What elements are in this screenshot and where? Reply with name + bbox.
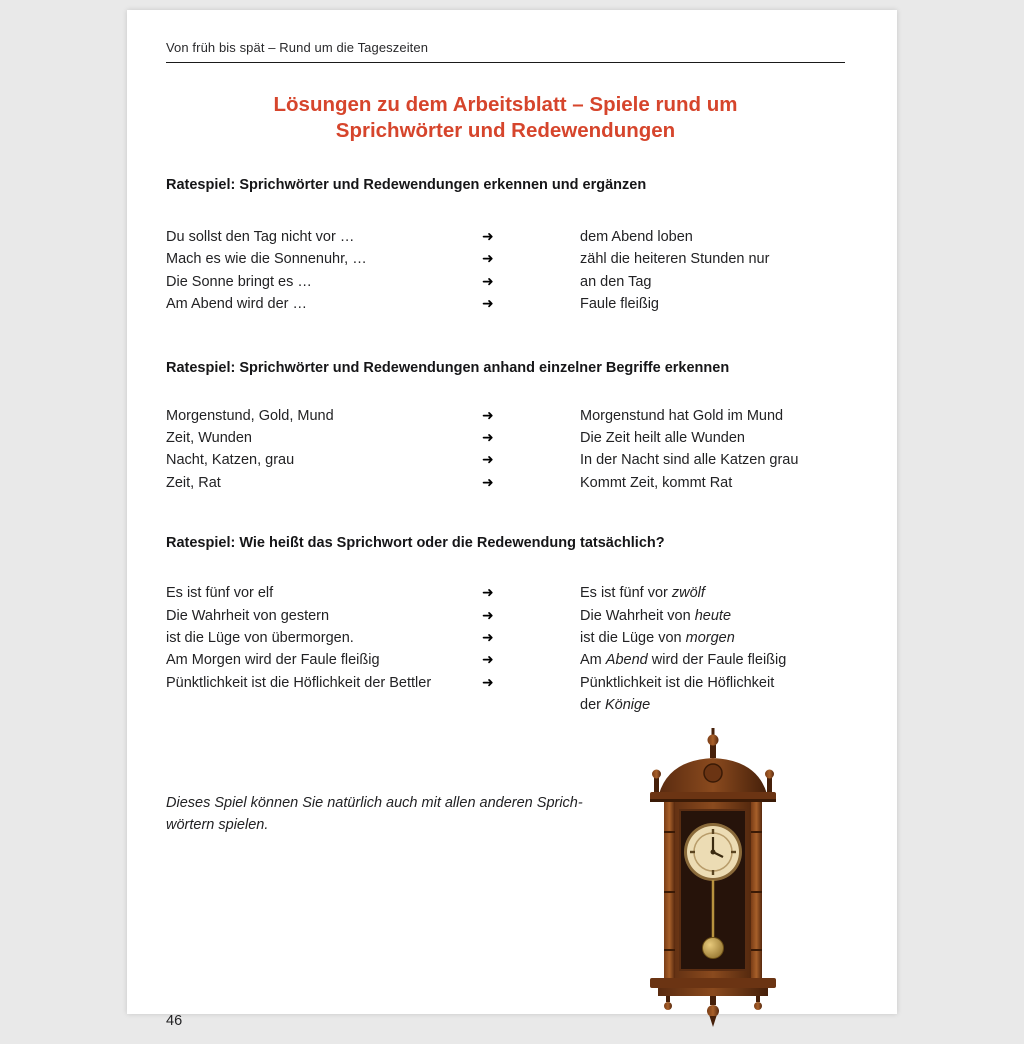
arrow-right-icon: ➜ [482,585,494,602]
section-heading: Ratespiel: Sprichwörter und Redewendungen erkennen und ergänzen [166,177,647,193]
page-number: 46 [166,1013,183,1029]
proverb-right: Die Wahrheit von heute [580,607,732,624]
page-content [127,40,897,1044]
proverb-left: Zeit, Rat [166,474,221,491]
document-page [127,10,897,1029]
arrow-right-icon: ➜ [482,652,494,669]
table-row [166,605,845,627]
table-row [166,293,845,315]
page-title-line2: Sprichwörter und Redewendungen [335,119,676,142]
proverb-right: Die Zeit heilt alle Wunden [580,430,745,447]
table-row [166,649,845,671]
proverb-right: Morgenstund hat Gold im Mund [580,407,784,424]
proverb-right: an den Tag [580,273,652,290]
proverb-left: Pünktlichkeit ist die Höflichkeit der Bettler [166,674,432,691]
proverb-left: Am Abend wird der … [166,296,308,313]
proverb-left: Die Wahrheit von gestern [166,607,330,624]
table-row [166,449,845,471]
proverb-rows [166,582,845,716]
proverb-right: In der Nacht sind alle Katzen grau [580,452,799,469]
arrow-right-icon: ➜ [482,430,494,447]
arrow-right-icon: ➜ [482,452,494,469]
table-row [166,248,845,270]
table-row [166,271,845,293]
proverb-left: Morgenstund, Gold, Mund [166,407,334,424]
proverb-left: Du sollst den Tag nicht vor … [166,229,355,245]
table-row [166,582,845,604]
section-ratespiel-ergaenzen [166,177,845,316]
proverb-rows [166,226,845,316]
proverb-left: Zeit, Wunden [166,430,252,447]
arrow-right-icon: ➜ [482,630,494,647]
proverb-left: ist die Lüge von übermorgen. [166,630,354,647]
section-heading: Ratespiel: Wie heißt das Sprichwort oder die Redewendung tatsächlich? [166,535,665,552]
proverb-right: Kommt Zeit, kommt Rat [580,474,733,491]
arrow-right-icon: ➜ [482,273,494,290]
proverb-right: Faule fleißig [580,296,659,313]
table-row [166,405,845,427]
proverb-right: Am Abend wird der Faule fleißig [580,652,787,669]
arrow-right-icon: ➜ [482,407,494,424]
page-title [166,92,845,144]
table-row [166,472,845,494]
footnote-remark [166,792,646,836]
proverb-right: ist die Lüge von morgen [580,630,735,647]
arrow-right-icon: ➜ [482,474,494,491]
proverb-left: Die Sonne bringt es … [166,273,312,290]
antique-wall-clock-image [643,728,783,1030]
proverb-left: Nacht, Katzen, grau [166,452,295,469]
arrow-right-icon: ➜ [482,296,494,313]
proverb-left: Mach es wie die Sonnenuhr, … [166,251,367,268]
proverb-right: Es ist fünf vor zwölf [580,585,705,602]
arrow-right-icon: ➜ [482,607,494,624]
footnote-line1: Dieses Spiel können Sie natürlich auch mit allen anderen Sprich- [166,795,583,811]
arrow-right-icon: ➜ [482,229,494,245]
arrow-right-icon: ➜ [482,251,494,268]
proverb-left: Am Morgen wird der Faule fleißig [166,652,380,669]
footnote-line2: wörtern spielen. [166,817,269,833]
running-header: Von früh bis spät – Rund um die Tageszeiten [166,40,845,63]
table-row [166,627,845,649]
section-ratespiel-begriffe [166,360,845,495]
section-heading: Ratespiel: Sprichwörter und Redewendungen anhand einzelner Begriffe erkennen [166,359,730,376]
page-title-line1: Lösungen zu dem Arbeitsblatt – Spiele rund um [273,93,738,116]
section-ratespiel-tatsaechlich [166,535,845,716]
proverb-left: Es ist fünf vor elf [166,585,274,602]
table-row [166,427,845,449]
proverb-rows [166,405,845,495]
arrow-right-icon: ➜ [482,674,494,691]
proverb-right: Pünktlichkeit ist die Höflichkeit der Könige [580,674,775,714]
table-row [166,672,845,717]
proverb-right: dem Abend loben [580,229,693,245]
table-row [166,226,845,248]
proverb-right: zähl die heiteren Stunden nur [580,251,770,268]
